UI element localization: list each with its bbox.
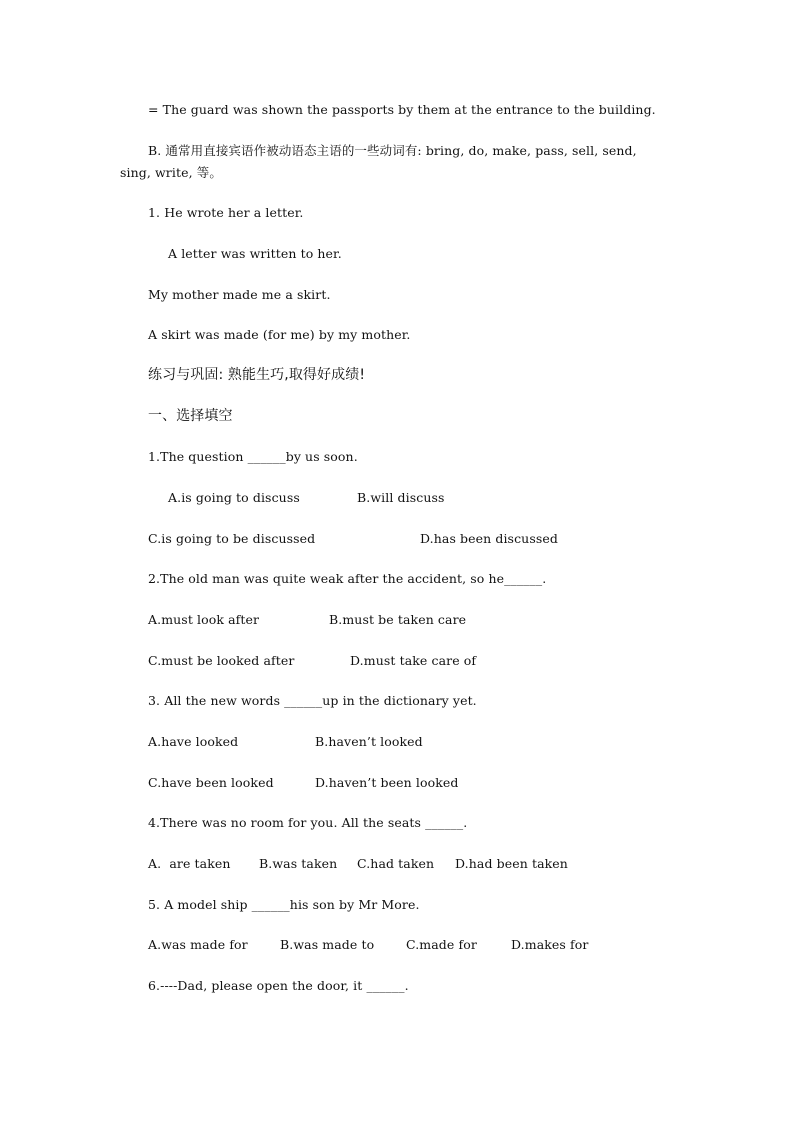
question-1-option-a: A.is going to discuss: [168, 490, 300, 505]
question-2-option-b: B.must be taken care: [329, 612, 467, 627]
question-5: 5. A model ship ______his son by Mr More.: [148, 897, 420, 912]
question-5-option-b: B.was made to: [280, 937, 375, 952]
question-2-option-d: D.must take care of: [350, 653, 477, 668]
example-2-active: My mother made me a skirt.: [148, 287, 331, 302]
example-sentence-guard: = The guard was shown the passports by them at the entrance to the building.: [148, 102, 656, 117]
question-5-option-c: C.made for: [406, 937, 477, 952]
question-2: 2.The old man was quite weak after the accident, so he______.: [148, 571, 547, 586]
question-1-option-c: C.is going to be discussed: [148, 531, 316, 546]
question-4-option-a: A. are taken: [148, 856, 231, 871]
question-2-option-a: A.must look after: [148, 612, 260, 627]
example-2-passive: A skirt was made (for me) by my mother.: [148, 327, 411, 342]
question-3: 3. All the new words ______up in the dictionary yet.: [148, 693, 477, 708]
practice-heading: 练习与巩固: 熟能生巧,取得好成绩!: [148, 367, 366, 383]
rule-direct-object-verbs: B. 通常用直接宾语作被动语态主语的一些动词有: bring, do, make, pass, sell, send, sing, write, 等。: [120, 143, 637, 180]
question-2-option-c: C.must be looked after: [148, 653, 295, 668]
question-1: 1.The question ______by us soon.: [148, 449, 358, 464]
question-1-option-b: B.will discuss: [357, 490, 445, 505]
example-1-active: 1. He wrote her a letter.: [148, 205, 304, 220]
question-4-option-b: B.was taken: [259, 856, 338, 871]
question-4-option-c: C.had taken: [357, 856, 435, 871]
section-multiple-choice-heading: 一、选择填空: [148, 408, 233, 424]
question-4-option-d: D.had been taken: [455, 856, 568, 871]
question-3-option-a: A.have looked: [148, 734, 239, 749]
question-6: 6.----Dad, please open the door, it ______.: [148, 978, 409, 993]
question-5-option-a: A.was made for: [148, 937, 248, 952]
question-4: 4.There was no room for you. All the seats ______.: [148, 815, 468, 830]
question-3-option-c: C.have been looked: [148, 775, 274, 790]
question-3-option-d: D.haven’t been looked: [315, 775, 459, 790]
question-5-option-d: D.makes for: [511, 937, 589, 952]
question-3-option-b: B.haven’t looked: [315, 734, 423, 749]
example-1-passive: A letter was written to her.: [168, 246, 342, 261]
question-1-option-d: D.has been discussed: [420, 531, 558, 546]
